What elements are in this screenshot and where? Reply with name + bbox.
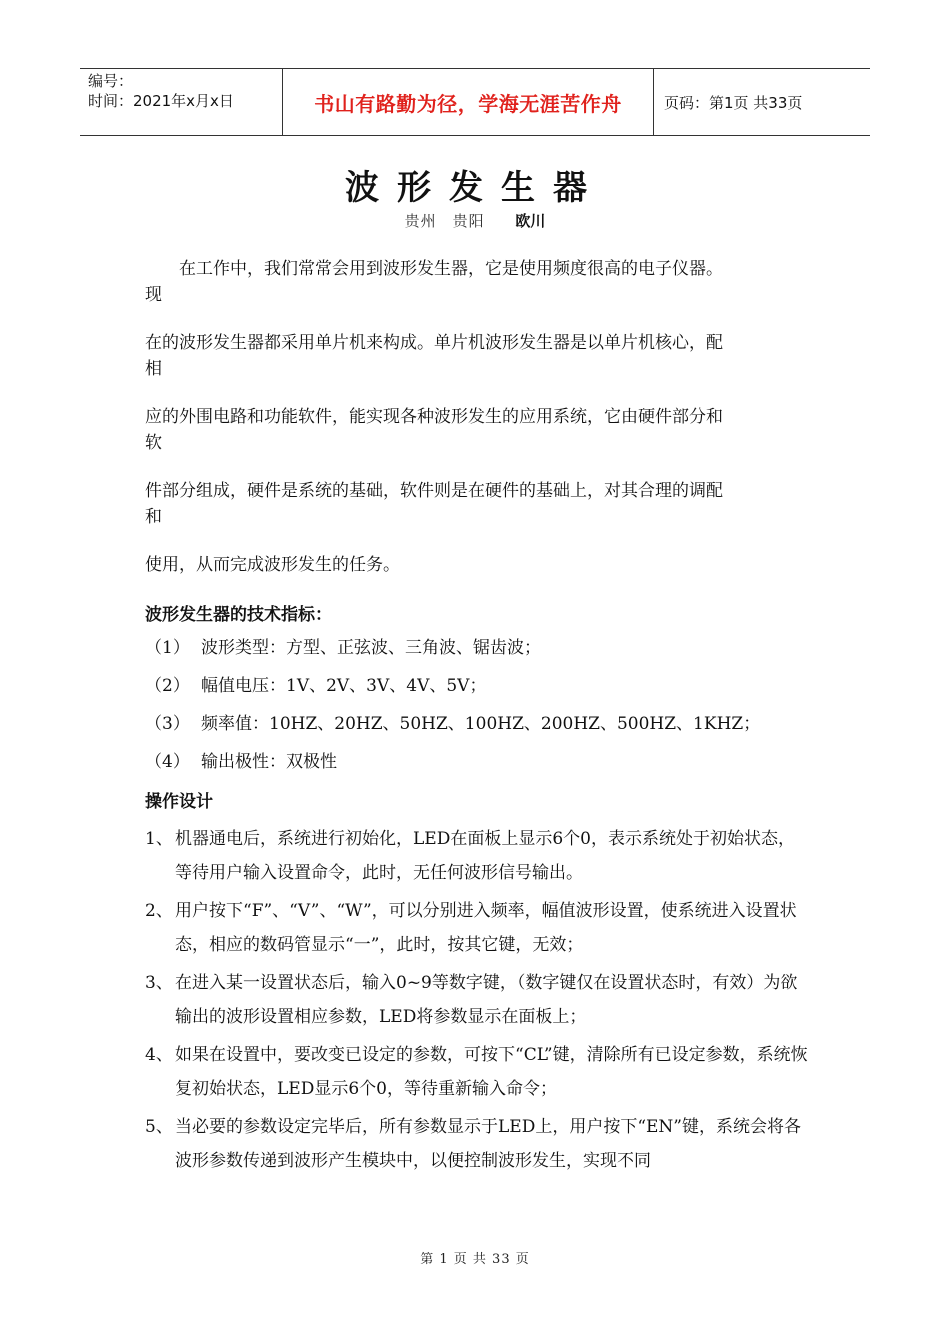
- operation-item: 1、 机器通电后，系统进行初始化，LED在面板上显示6个0，表示系统处于初始状态，等待用户输入设置命令，此时，无任何波形信号输出。: [145, 829, 795, 883]
- document-body: [145, 256, 810, 1182]
- author-line: [0, 210, 950, 231]
- spec-item: （1） 波形类型：方型、正弦波、三角波、锯齿波；: [145, 638, 541, 658]
- intro-paragraph: [145, 256, 810, 578]
- number-label: 编号：: [88, 72, 134, 90]
- intro-line: 使用，从而完成波形发生的任务。: [145, 555, 400, 575]
- header-meta: [80, 69, 282, 135]
- author-location: 贵州 贵阳: [404, 212, 485, 230]
- intro-line: 在的波形发生器都采用单片机来构成。单片机波形发生器是以单片机核心，配 相: [145, 333, 723, 379]
- operation-item: 4、 如果在设置中，要改变已设定的参数，可按下“CL”键，清除所有已设定参数，系统恢复初始状态，LED显示6个0，等待重新输入命令；: [145, 1045, 808, 1099]
- operation-item: 2、 用户按下“F”、“V”、“W”，可以分别进入频率，幅值波形设置，使系统进入设置状态，相应的数码管显示“一”，此时，按其它键，无效；: [145, 901, 797, 955]
- specs-list: [145, 635, 810, 775]
- header-page-info: 页码：第1页 共33页: [664, 93, 803, 112]
- operations-heading: 操作设计: [145, 792, 213, 812]
- spec-item: （4） 输出极性：双极性: [145, 752, 337, 772]
- spec-item: （2） 幅值电压：1V、2V、3V、4V、5V；: [145, 676, 487, 696]
- intro-line: 应的外围电路和功能软件，能实现各种波形发生的应用系统，它由硬件部分和 软: [145, 407, 723, 453]
- intro-line: 件部分组成，硬件是系统的基础，软件则是在硬件的基础上，对其合理的调配 和: [145, 481, 723, 527]
- operation-item: 3、 在进入某一设置状态后，输入0~9等数字键，（数字键仅在设置状态时，有效）为欲输出的波形设置相应参数，LED将参数显示在面板上；: [145, 973, 798, 1027]
- header-motto: 书山有路勤为径，学海无涯苦作舟: [282, 69, 654, 135]
- document-title: 波形发生器: [345, 168, 605, 208]
- operations-list: [145, 822, 810, 1178]
- page-header: [80, 68, 870, 136]
- spec-item: （3） 频率值：10HZ、20HZ、50HZ、100HZ、200HZ、500HZ、1KHZ；: [145, 714, 761, 734]
- author-name: 欧川: [515, 212, 546, 230]
- time-label: 时间：2021年x月x日: [88, 92, 234, 110]
- specs-heading: 波形发生器的技术指标：: [145, 605, 332, 625]
- intro-line: 在工作中，我们常常会用到波形发生器，它是使用频度很高的电子仪器。 现: [145, 259, 723, 305]
- page-footer: 第 1 页 共 33 页: [420, 1252, 530, 1267]
- operation-item: 5、 当必要的参数设定完毕后，所有参数显示于LED上，用户按下“EN”键，系统会将各波形参数传递到波形产生模块中，以便控制波形发生，实现不同: [145, 1117, 801, 1171]
